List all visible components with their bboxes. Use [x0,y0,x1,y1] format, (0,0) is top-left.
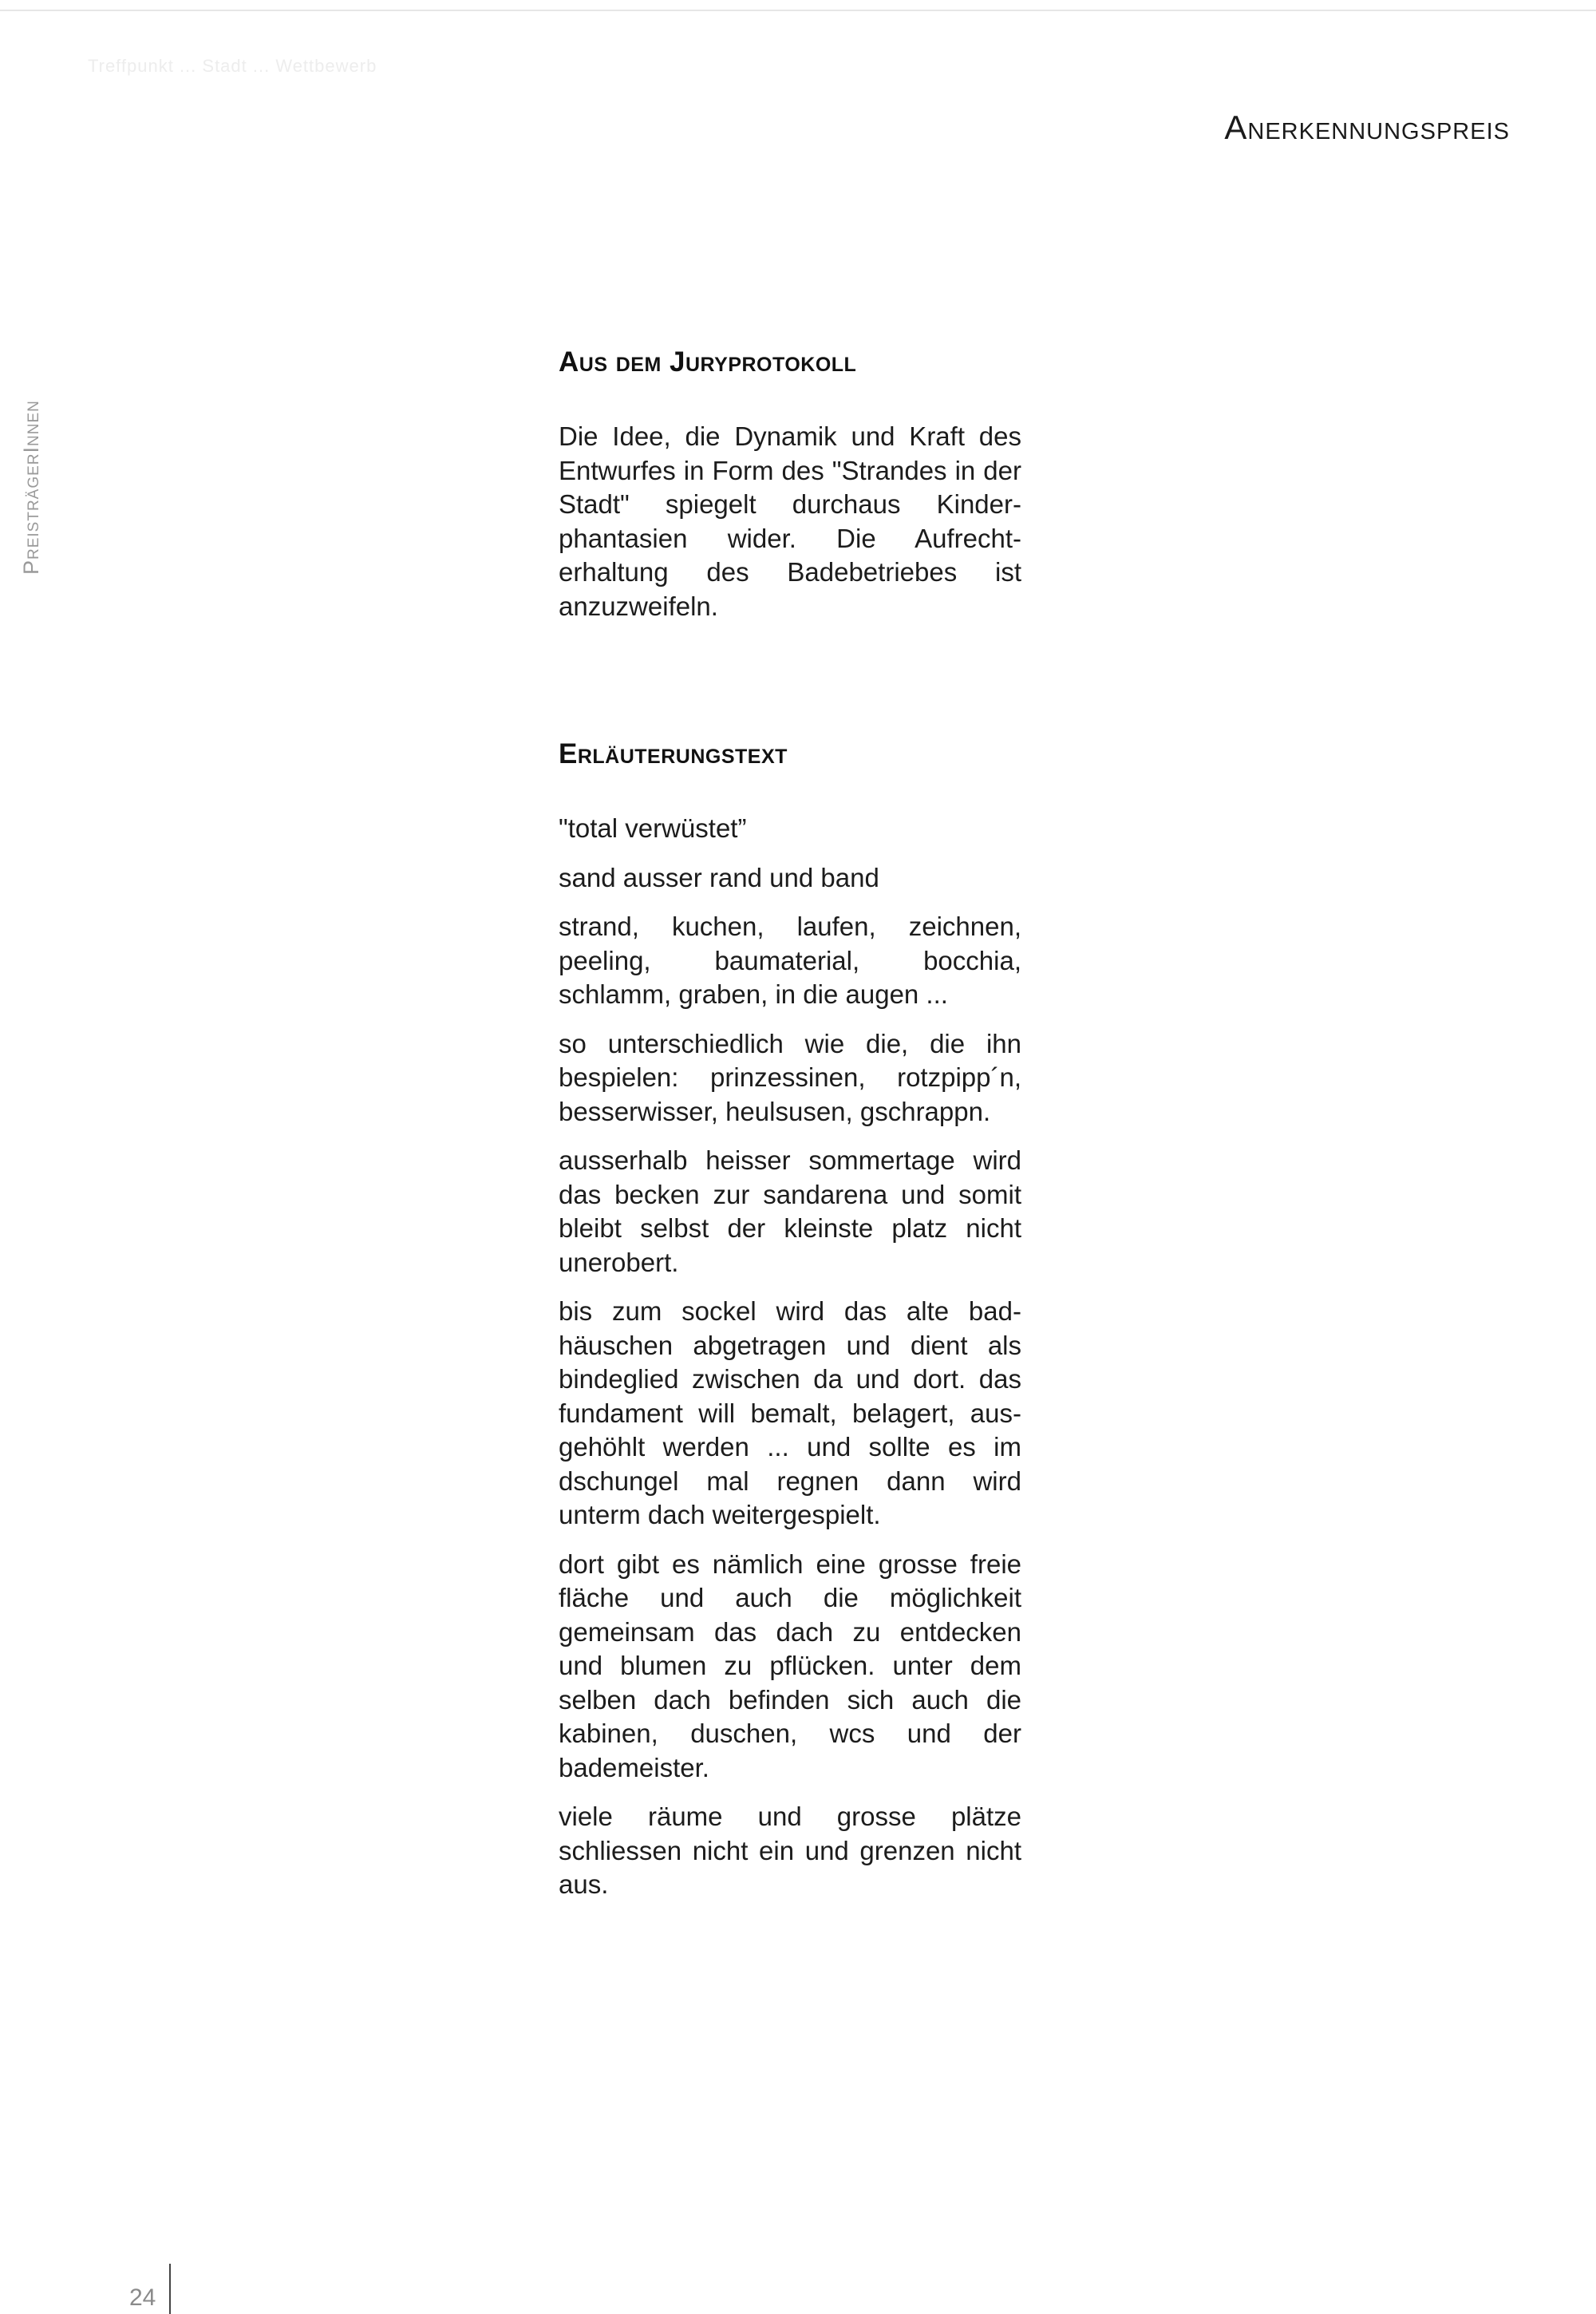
explanation-paragraph: dort gibt es nämlich eine grosse freie fläche und auch die möglichkeit gemeinsam das dach zu entdecken und blumen zu pflücken. unter dem selben dach befinden sich auch die kabinen, duschen, wcs und der bademeister. [559,1549,1021,1782]
explanation-paragraph: bis zum sockel wird das alte badhäuschen abgetragen und dient als bindeglied zwischen da und dort. das fundament will bemalt, belagert, ausgehöhlt werden ... und sollte es im dschungel mal regnen dann wird unterm dach weitergespielt. [559,1296,1021,1529]
explanation-paragraph: so unterschiedlich wie die, die ihn bespielen: prinzessinen, rotzpipp´n, besserwisser, heulsusen, gschrappn. [559,1028,1021,1126]
section-title: Anerkennungspreis [1224,109,1510,146]
top-rule [0,10,1596,11]
jury-heading: Aus dem Juryprotokoll [559,346,857,378]
explanation-section [559,738,1021,1917]
faint-running-header: Treffpunkt ... Stadt ... Wettbewerb [88,56,377,76]
explanation-paragraph: ausserhalb heisser sommertage wird das becken zur sandarena und somit bleibt selbst der kleinste platz nicht unerobert. [559,1145,1021,1277]
explanation-paragraph: sand ausser rand und band [559,862,879,892]
explanation-paragraph: strand, kuchen, laufen, zeichnen, peeling, baumaterial, bocchia, schlamm, graben, in die augen ... [559,912,1021,1009]
explanation-heading: Erläuterungstext [559,738,788,769]
explanation-paragraph: "total verwüstet” [559,813,747,843]
jury-protocol-section [559,346,1021,623]
explanation-paragraph: viele räume und grosse plätze schliessen nicht ein und grenzen nicht aus. [559,1802,1021,1899]
page-number-rule [169,2264,171,2314]
page-number: 24 [129,2284,156,2311]
jury-paragraph: Die Idee, die Dynamik und Kraft des Entwurfes in Form des "Strandes in der Stadt" spiegelt durchaus Kinderphantasien wider. Die Aufrechterhaltung des Badebetriebes ist anzuzweifeln. [559,421,1021,621]
sidebar-label: PreisträgerInnen [19,400,43,575]
